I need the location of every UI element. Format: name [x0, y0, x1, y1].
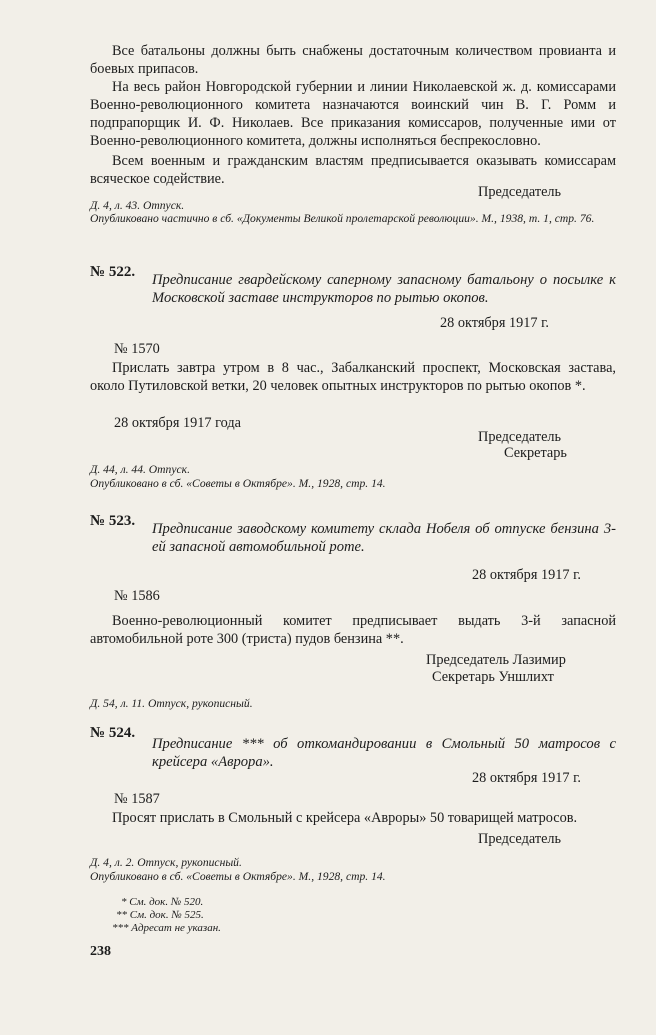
doc-523-source-archive: Д. 54, л. 11. Отпуск, рукописный. — [90, 697, 253, 710]
doc-522-source-archive: Д. 44, л. 44. Отпуск. — [90, 463, 190, 476]
doc-522-signature-chairman: Председатель — [478, 429, 562, 445]
doc-524-source-archive: Д. 4, л. 2. Отпуск, рукописный. — [90, 856, 242, 869]
top-source-publication: Опубликовано частично в сб. «Документы Великой пролетарской революции». М., 1938, т. 1, стр. 76. — [90, 212, 595, 225]
doc-523-signature-chairman: Председатель Лазимир — [426, 652, 566, 668]
doc-524-source-publication: Опубликовано в сб. «Советы в Октябре». М., 1928, стр. 14. — [90, 870, 386, 883]
page-number: 238 — [90, 944, 111, 959]
footnote-1: * См. док. № 520. — [121, 896, 204, 908]
doc-524-body: Просят прислать в Смольный с крейсера «Авроры» 50 товарищей матросов. — [112, 810, 578, 826]
doc-522-signature-secretary: Секретарь — [504, 445, 567, 461]
paragraph-commissars: На весь район Новгородской губернии и линии Николаевской ж. д. комиссарами Военно-революционного комитета назначаются воинский чин В. Г. Ромм и подпрапорщик И. Ф. Николаев. Все приказания комиссаров, полученные ими от Военно-революционного комитета, должны исполняться беспрекословно. — [90, 79, 616, 149]
doc-524-date: 28 октября 1917 г. — [472, 770, 581, 786]
doc-523-title: Предписание заводскому комитету склада Нобеля об отпуске бензина 3-ей запасной автомобильной роте. — [152, 521, 616, 555]
doc-524-signature-chairman: Председатель — [478, 831, 562, 847]
doc-523-date: 28 октября 1917 г. — [472, 567, 581, 583]
doc-524-sub-number: № 1587 — [114, 791, 160, 807]
top-signature-chairman: Председатель — [478, 184, 562, 200]
doc-522-inline-date: 28 октября 1917 года — [114, 415, 242, 431]
doc-522-sub-number: № 1570 — [114, 341, 160, 357]
doc-523-body: Военно-революционный комитет предписывает выдать 3-й запасной автомобильной роте 300 (триста) пудов бензина **. — [90, 613, 616, 647]
paragraph-assistance: Всем военным и гражданским властям предписывается оказывать комиссарам всяческое содействие. — [90, 153, 616, 187]
doc-522-body: Прислать завтра утром в 8 час., Забалканский проспект, Московская застава, около Путиловской ветки, 20 человек опытных инструкторов по рытью окопов *. — [90, 360, 616, 394]
top-source-archive: Д. 4, л. 43. Отпуск. — [90, 199, 185, 212]
doc-524-number: № 524. — [90, 725, 136, 741]
paragraph-supplies: Все батальоны должны быть снабжены достаточным количеством провианта и боевых припасов. — [90, 43, 616, 77]
footnote-3: *** Адресат не указан. — [112, 922, 221, 934]
doc-523-number: № 523. — [90, 513, 136, 529]
doc-522-date: 28 октября 1917 г. — [440, 315, 549, 331]
doc-523-sub-number: № 1586 — [114, 588, 160, 604]
footnote-2: ** См. док. № 525. — [116, 909, 204, 921]
doc-522-title: Предписание гвардейскому саперному запасному батальону о посылке к Московской заставе инструкторов по рытью окопов. — [152, 272, 616, 306]
doc-524-title: Предписание *** об откомандировании в Смольный 50 матросов с крейсера «Аврора». — [152, 736, 616, 770]
doc-522-number: № 522. — [90, 264, 136, 280]
doc-523-signature-secretary: Секретарь Уншлихт — [432, 669, 554, 685]
doc-522-source-publication: Опубликовано в сб. «Советы в Октябре». М., 1928, стр. 14. — [90, 477, 386, 490]
